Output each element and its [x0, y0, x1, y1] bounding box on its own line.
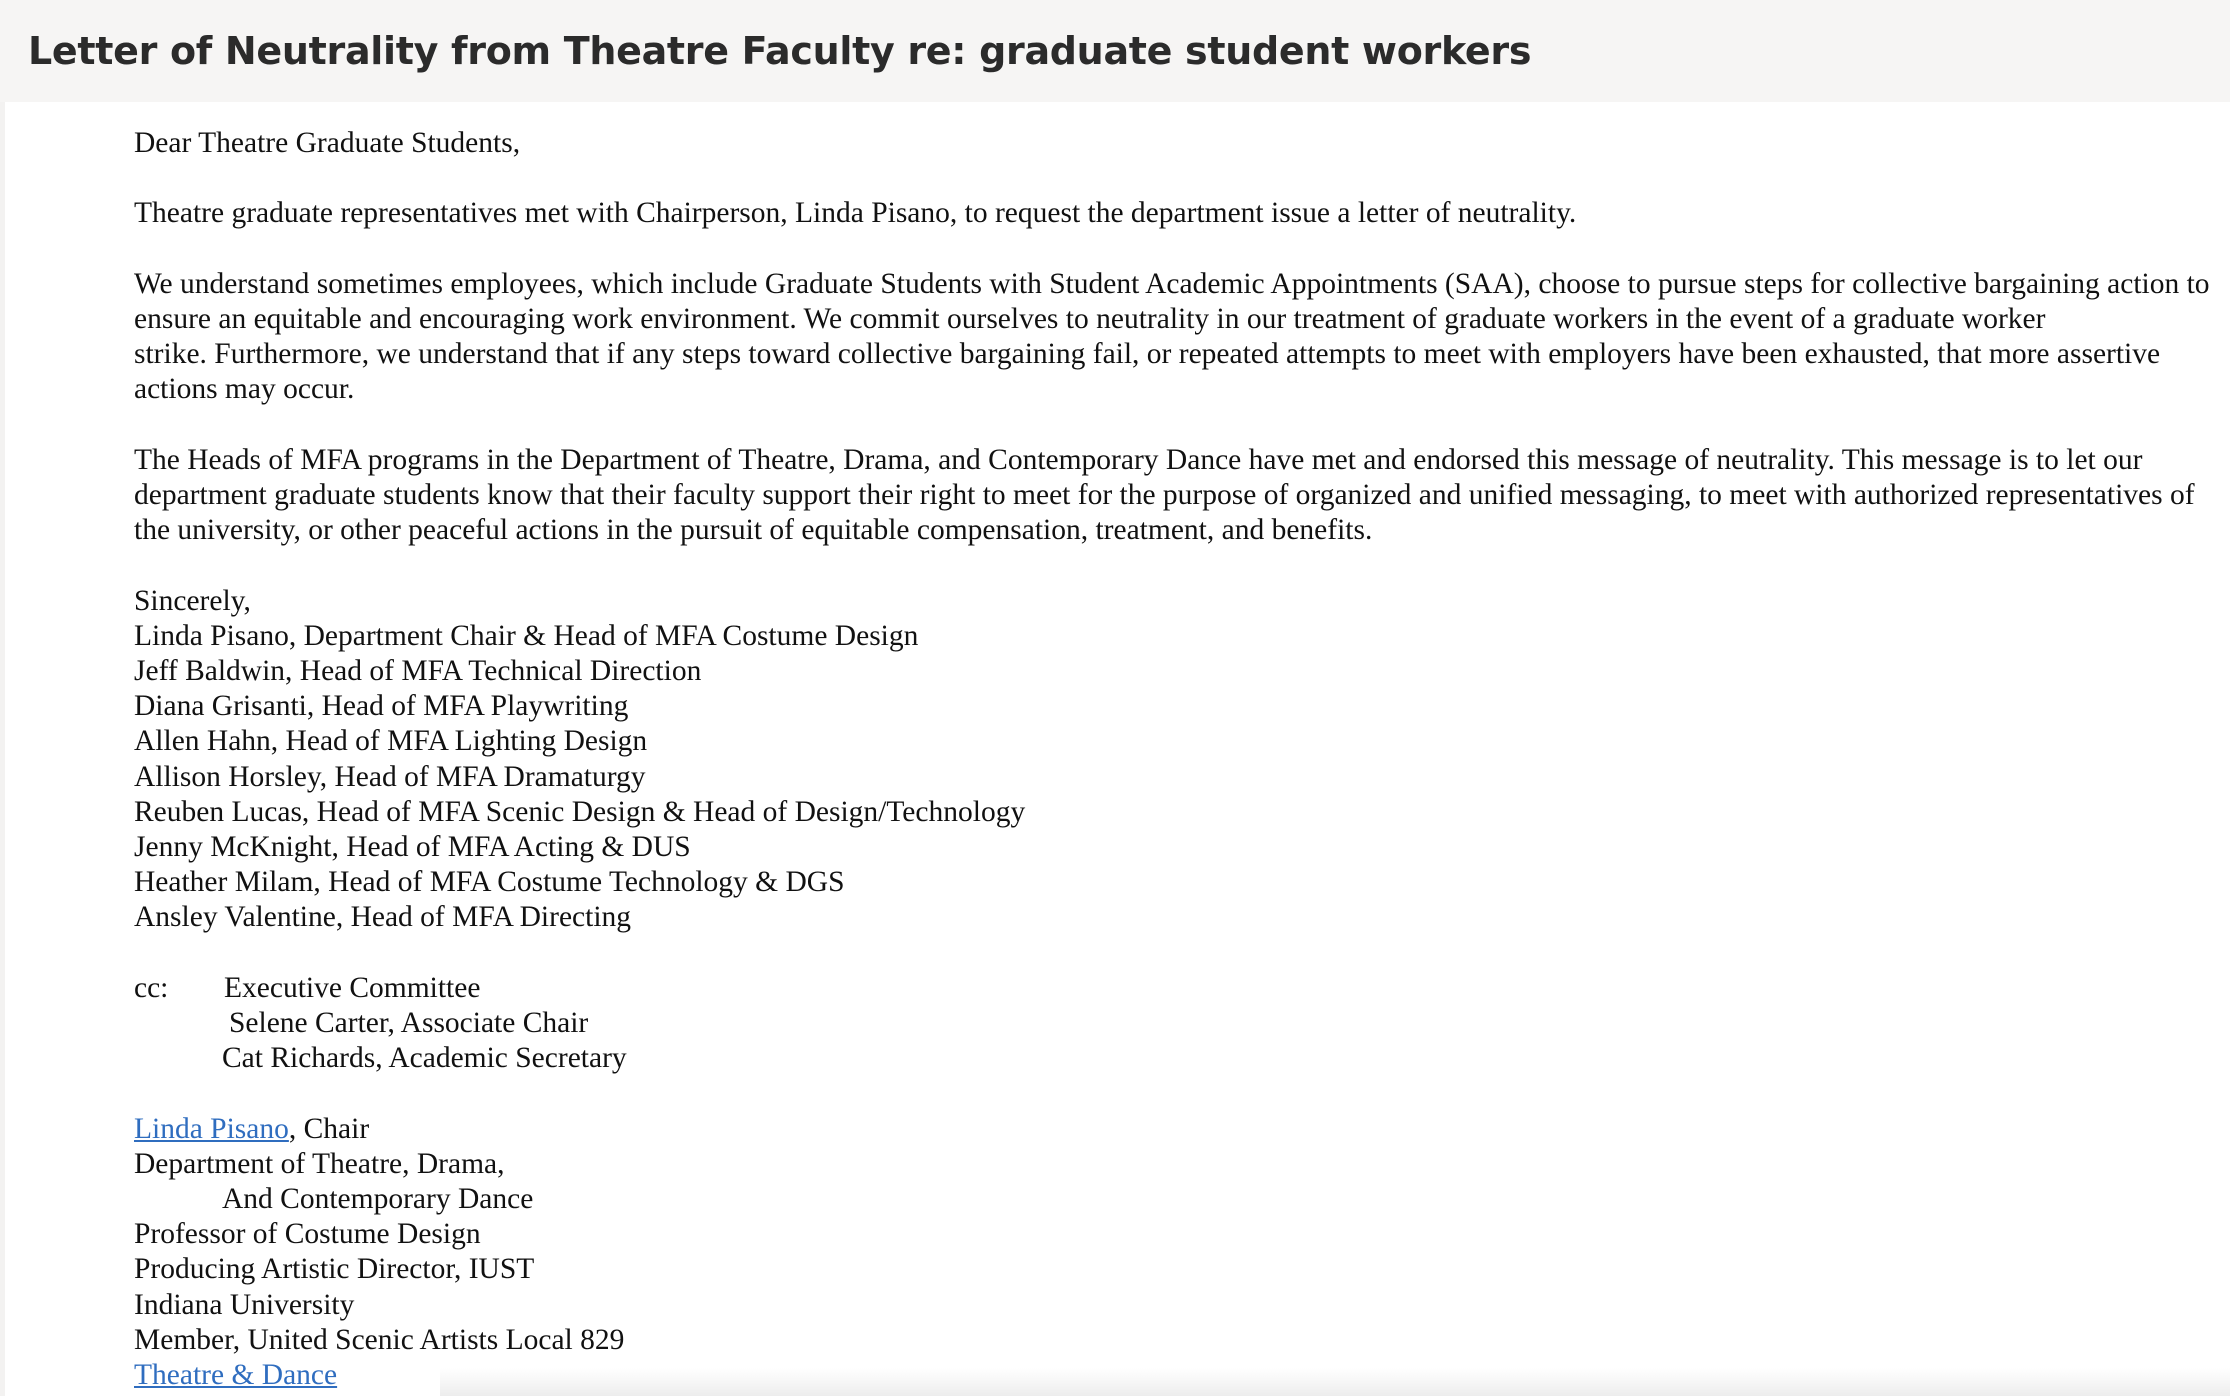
paragraph-2-line: actions may occur.	[134, 373, 355, 406]
signatory: Linda Pisano, Department Chair & Head of MFA Costume Design	[134, 619, 919, 652]
email-header	[0, 0, 2230, 102]
signatory: Reuben Lucas, Head of MFA Scenic Design & Head of Design/Technology	[134, 795, 1026, 828]
signatory: Allen Hahn, Head of MFA Lighting Design	[134, 725, 648, 758]
cc-recipient: Selene Carter, Associate Chair	[229, 1007, 589, 1039]
signatory: Allison Horsley, Head of MFA Dramaturgy	[134, 760, 646, 793]
theatre-dance-link[interactable]: Theatre & Dance	[134, 1359, 338, 1392]
signature-name-line	[134, 1112, 2194, 1147]
signatory: Ansley Valentine, Head of MFA Directing	[134, 901, 632, 934]
bottom-shadow	[440, 1368, 2230, 1396]
closing: Sincerely,	[134, 584, 251, 617]
paragraph-2-line: ensure an equitable and encouraging work environment. We commit ourselves to neutrality in our treatment of graduate workers in the event of a graduate worker	[134, 302, 2046, 335]
cc-block	[134, 971, 2194, 1077]
signatory: Jeff Baldwin, Head of MFA Technical Direction	[134, 654, 702, 687]
signatories-block	[134, 584, 2194, 936]
email-subject: Letter of Neutrality from Theatre Faculty re: graduate student workers	[28, 29, 1532, 73]
signatory: Diana Grisanti, Head of MFA Playwriting	[134, 690, 629, 723]
cc-recipient: Executive Committee	[224, 971, 481, 1004]
signature-block	[134, 1112, 2194, 1394]
signature-membership: Member, United Scenic Artists Local 829	[134, 1323, 625, 1356]
cc-label: cc:	[134, 971, 169, 1004]
signatory: Jenny McKnight, Head of MFA Acting & DUS	[134, 831, 691, 863]
letter-content	[134, 126, 2210, 1393]
left-border	[0, 102, 5, 1396]
signature-dept-line: And Contemporary Dance	[222, 1183, 534, 1215]
signature-dept-line: Department of Theatre, Drama,	[134, 1147, 505, 1180]
signature-title: Producing Artistic Director, IUST	[134, 1253, 535, 1286]
paragraph-3-line: The Heads of MFA programs in the Department of Theatre, Drama, and Contemporary Dance have met and endorsed this message of neutrality. This message is to let our	[134, 443, 2143, 476]
paragraph-1: Theatre graduate representatives met with Chairperson, Linda Pisano, to request the department issue a letter of neutrality.	[134, 197, 1577, 230]
greeting: Dear Theatre Graduate Students,	[134, 127, 521, 159]
signature-institution: Indiana University	[134, 1288, 355, 1321]
linda-pisano-link[interactable]: Linda Pisano	[134, 1112, 289, 1145]
signature-title: Professor of Costume Design	[134, 1218, 481, 1251]
signature-title-suffix: , Chair	[288, 1112, 370, 1145]
paragraph-2-line: strike. Furthermore, we understand that if any steps toward collective bargaining fail, or repeated attempts to meet with employers have been exhausted, that more assertive	[134, 338, 2161, 371]
email-body	[0, 102, 2230, 1396]
signatory: Heather Milam, Head of MFA Costume Technology & DGS	[134, 866, 845, 899]
paragraph-2-line: We understand sometimes employees, which include Graduate Students with Student Academic Appointments (SAA), choose to pursue steps for collective bargaining action to	[134, 267, 2210, 300]
cc-row	[134, 971, 2194, 1006]
paragraph-3-line: the university, or other peaceful actions in the pursuit of equitable compensation, treatment, and benefits.	[134, 514, 1373, 547]
paragraph-2	[134, 267, 2210, 408]
paragraph-3	[134, 443, 2194, 549]
cc-recipient: Cat Richards, Academic Secretary	[222, 1042, 627, 1075]
paragraph-3-line: department graduate students know that their faculty support their right to meet for the purpose of organized and unified messaging, to meet with authorized representatives of	[134, 478, 2195, 511]
